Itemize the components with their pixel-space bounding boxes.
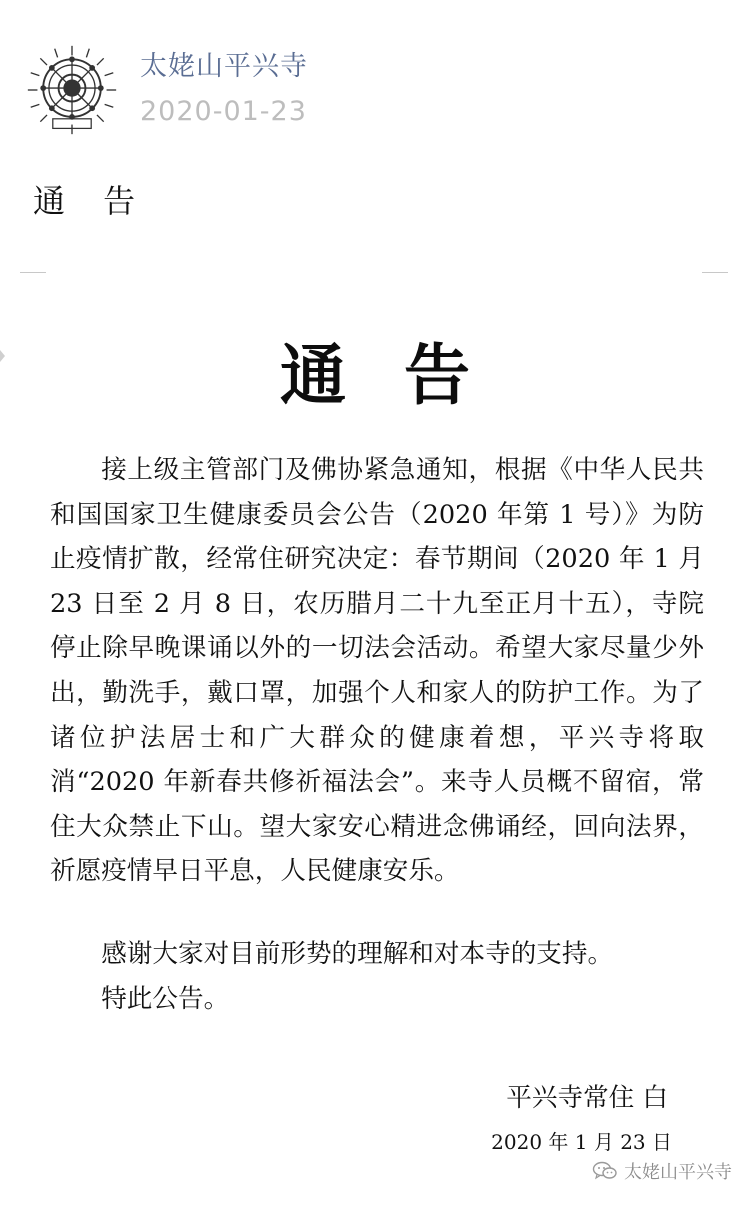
account-name[interactable]: 太姥山平兴寺 [140, 51, 308, 82]
post-date: 2020-01-23 [140, 96, 307, 127]
divider-right [702, 272, 728, 273]
watermark [592, 1158, 732, 1184]
divider-left [20, 272, 46, 273]
temple-logo-icon[interactable] [24, 42, 120, 138]
notice-paragraph-main: 接上级主管部门及佛协紧急通知，根据《中华人民共和国国家卫生健康委员会公告（2020 年第 1 号）》为防止疫情扩散，经常住研究决定：春节期间（2020 年 1 月 23 日至 2 月 8 日，农历腊月二十九至正月十五），寺院停止除早晚课诵以外的一切法会活动。希望大家尽量少外出，勤洗手，戴口罩，加强个人和家人的防护工作。为了诸位护法居士和广大群众的健康着想，平兴寺将取消“2020 年新春共修祈福法会”。来寺人员概不留宿，常住大众禁止下山。望大家安心精进念佛诵经，回向法界，祈愿疫情早日平息，人民健康安乐。 [50, 455, 704, 887]
notice-paragraph-thanks: 感谢大家对目前形势的理解和对本寺的支持。 [101, 938, 614, 969]
article-title: 通 告 [33, 182, 150, 220]
notice-heading: 通告 [280, 337, 528, 414]
notice-signature: 平兴寺常住 白 [506, 1083, 668, 1113]
article-header [0, 0, 750, 160]
notice-sign-date: 2020 年 1 月 23 日 [491, 1130, 672, 1154]
notice-body [50, 448, 704, 1021]
wechat-icon [592, 1161, 618, 1181]
watermark-text: 太姥山平兴寺 [624, 1162, 732, 1183]
notice-paragraph-closing: 特此公告。 [101, 983, 230, 1014]
